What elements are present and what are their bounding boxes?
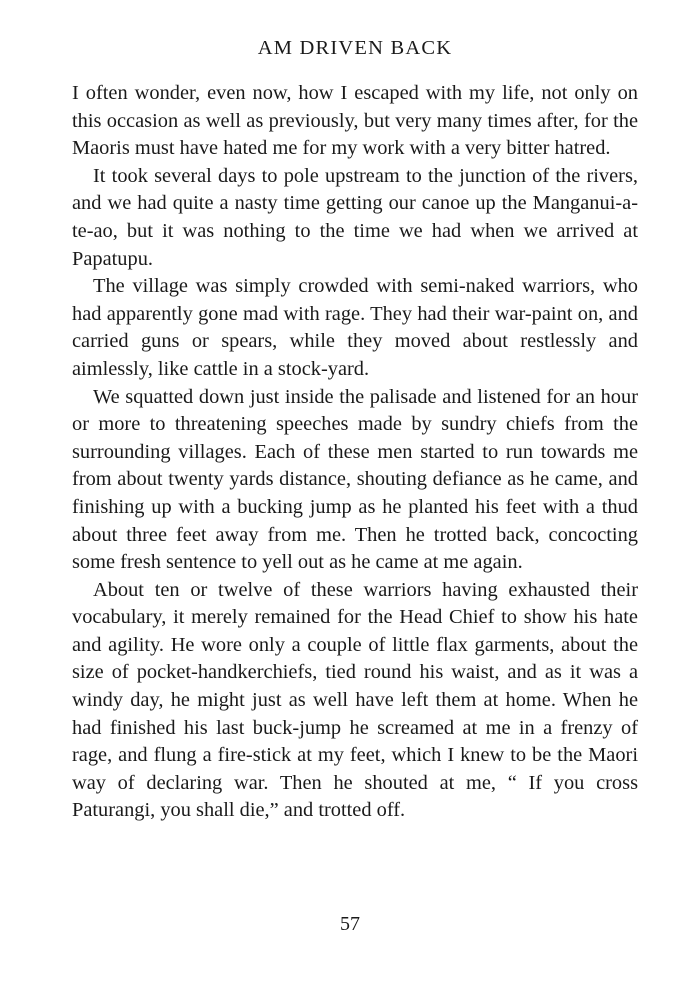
running-head: AM DRIVEN BACK bbox=[257, 37, 453, 59]
paragraph-2: It took several days to pole upstream to the junction of the rivers, and we had quite a nasty time getting our canoe up the Manganui-a-te-ao, but it was nothing to the time we had when we arrived at Papatupu. bbox=[72, 164, 638, 270]
paragraph-4: We squatted down just inside the palisade and listened for an hour or more to threatening speeches made by sundry chiefs from the surrounding villages. Each of these men started to run towards me from about twenty yards distance, shouting defiance as he came, and finishing up with a bucking jump as he planted his feet with a thud about three feet away from me. Then he trotted back, concocting some fresh sentence to yell out as he came at me again. bbox=[72, 385, 638, 574]
page-body bbox=[72, 34, 638, 825]
paragraph-1: I often wonder, even now, how I escaped with my life, not only on this occasion as well as previously, but very many times after, for the Maoris must have hated me for my work with a very bitter hatred. bbox=[72, 82, 638, 160]
page-number: 57 bbox=[340, 913, 360, 935]
paragraph-3: The village was simply crowded with semi-naked warriors, who had apparently gone mad with rage. They had their war-paint on, and carried guns or spears, while they moved about restlessly and aimlessly, like cattle in a stock-yard. bbox=[72, 275, 638, 380]
paragraph-5: About ten or twelve of these warriors having exhausted their vocabulary, it merely remained for the Head Chief to show his hate and agility. He wore only a couple of little flax garments, about the size of pocket-handkerchiefs, tied round his waist, and as it was a windy day, he might just as well have left them at home. When he had finished his last buck-jump he screamed at me in a frenzy of rage, and flung a fire-stick at my feet, which I knew to be the Maori way of declaring war. Then he shouted at me, “ If you cross Paturangi, you shall die,” and trotted off. bbox=[72, 578, 638, 822]
